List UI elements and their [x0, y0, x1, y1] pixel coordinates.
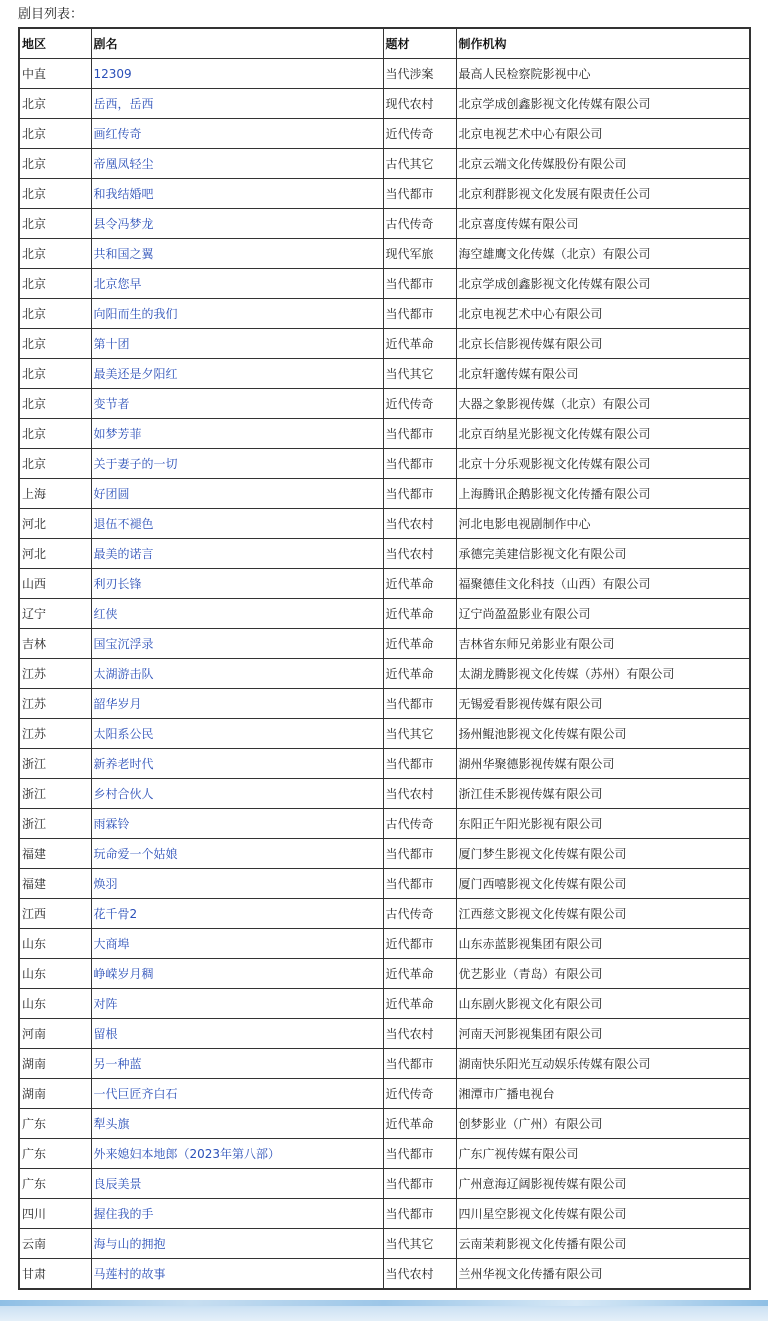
cell-genre: 近代革命 [383, 959, 456, 989]
cell-producer: 江西慈文影视文化传媒有限公司 [456, 899, 750, 929]
table-row [19, 509, 750, 539]
cell-region: 北京 [19, 359, 91, 389]
cell-producer: 北京电视艺术中心有限公司 [456, 119, 750, 149]
cell-producer: 北京电视艺术中心有限公司 [456, 299, 750, 329]
header-genre: 题材 [383, 28, 456, 59]
cell-genre: 现代军旅 [383, 239, 456, 269]
table-row [19, 269, 750, 299]
cell-title [91, 449, 383, 479]
cell-producer: 东阳正午阳光影视有限公司 [456, 809, 750, 839]
cell-region: 福建 [19, 839, 91, 869]
cell-genre: 当代农村 [383, 539, 456, 569]
cell-genre: 当代都市 [383, 869, 456, 899]
cell-title [91, 1049, 383, 1079]
cell-genre: 近代传奇 [383, 1079, 456, 1109]
cell-producer: 北京学成创鑫影视文化传媒有限公司 [456, 269, 750, 299]
cell-region: 广东 [19, 1109, 91, 1139]
cell-genre: 当代都市 [383, 269, 456, 299]
cell-title [91, 1169, 383, 1199]
cell-region: 江苏 [19, 689, 91, 719]
cell-region: 江西 [19, 899, 91, 929]
cell-genre: 当代都市 [383, 1139, 456, 1169]
cell-title [91, 809, 383, 839]
table-row [19, 659, 750, 689]
table-row [19, 1109, 750, 1139]
table-row [19, 1079, 750, 1109]
drama-title-link[interactable]: 最美还是夕阳红 [93, 367, 178, 381]
cell-genre: 当代都市 [383, 749, 456, 779]
cell-title [91, 179, 383, 209]
cell-title [91, 389, 383, 419]
cell-title [91, 779, 383, 809]
cell-title [91, 1199, 383, 1229]
cell-region: 江苏 [19, 659, 91, 689]
cell-genre: 近代革命 [383, 329, 456, 359]
table-row [19, 1049, 750, 1079]
cell-region: 北京 [19, 449, 91, 479]
cell-title [91, 299, 383, 329]
cell-producer: 广州意海辽阔影视传媒有限公司 [456, 1169, 750, 1199]
cell-title [91, 329, 383, 359]
drama-title-link[interactable]: 第十团 [93, 337, 130, 351]
drama-title-link[interactable]: 岳西，岳西 [93, 97, 154, 111]
drama-title-link[interactable]: 最美的诺言 [93, 547, 154, 561]
drama-title-link[interactable]: 玩命爱一个姑娘 [93, 847, 178, 861]
drama-title-link[interactable]: 一代巨匠齐白石 [93, 1087, 178, 1101]
cell-region: 北京 [19, 179, 91, 209]
drama-title-link[interactable]: 北京您早 [93, 277, 142, 291]
table-row [19, 1139, 750, 1169]
drama-title-link[interactable]: 犁头旗 [93, 1117, 130, 1131]
cell-genre: 当代其它 [383, 1229, 456, 1259]
table-row [19, 359, 750, 389]
cell-producer: 北京云端文化传媒股份有限公司 [456, 149, 750, 179]
cell-title [91, 869, 383, 899]
drama-title-link[interactable]: 海与山的拥抱 [93, 1237, 166, 1251]
cell-producer: 最高人民检察院影视中心 [456, 59, 750, 89]
table-row [19, 899, 750, 929]
cell-region: 北京 [19, 89, 91, 119]
cell-producer: 北京轩邈传媒有限公司 [456, 359, 750, 389]
table-row [19, 989, 750, 1019]
cell-producer: 北京学成创鑫影视文化传媒有限公司 [456, 89, 750, 119]
drama-title-link[interactable]: 12309 [93, 66, 132, 81]
cell-title [91, 599, 383, 629]
cell-title [91, 929, 383, 959]
cell-producer: 海空雄鹰文化传媒（北京）有限公司 [456, 239, 750, 269]
cell-region: 北京 [19, 149, 91, 179]
table-body [19, 59, 750, 1290]
cell-title [91, 359, 383, 389]
cell-producer: 辽宁尚盈盈影业有限公司 [456, 599, 750, 629]
cell-producer: 北京百纳星光影视文化传媒有限公司 [456, 419, 750, 449]
table-caption: 剧目列表： [18, 7, 84, 22]
drama-title-link[interactable]: 共和国之翼 [93, 247, 154, 261]
drama-title-link[interactable]: 韶华岁月 [93, 697, 142, 711]
cell-genre: 古代传奇 [383, 899, 456, 929]
cell-title [91, 1079, 383, 1109]
cell-genre: 近代革命 [383, 629, 456, 659]
cell-genre: 近代革命 [383, 659, 456, 689]
cell-region: 山东 [19, 959, 91, 989]
table-row [19, 59, 750, 89]
drama-title-link[interactable]: 外来媳妇本地郎（2023年第八部） [93, 1147, 281, 1161]
cell-producer: 优艺影业（青岛）有限公司 [456, 959, 750, 989]
cell-genre: 近代革命 [383, 569, 456, 599]
cell-region: 湖南 [19, 1079, 91, 1109]
drama-title-link[interactable]: 另一种蓝 [93, 1057, 142, 1071]
table-row [19, 389, 750, 419]
table-row [19, 479, 750, 509]
cell-producer: 创梦影业（广州）有限公司 [456, 1109, 750, 1139]
cell-region: 甘肃 [19, 1259, 91, 1290]
cell-region: 浙江 [19, 809, 91, 839]
cell-producer: 厦门西嘻影视文化传媒有限公司 [456, 869, 750, 899]
header-region: 地区 [19, 28, 91, 59]
table-row [19, 1199, 750, 1229]
cell-producer: 湖州华聚德影视传媒有限公司 [456, 749, 750, 779]
cell-region: 山东 [19, 989, 91, 1019]
table-header-row [19, 28, 750, 59]
cell-title [91, 1229, 383, 1259]
cell-genre: 当代涉案 [383, 59, 456, 89]
drama-title-link[interactable]: 画红传奇 [93, 127, 142, 141]
cell-genre: 近代都市 [383, 929, 456, 959]
cell-region: 山东 [19, 929, 91, 959]
cell-region: 广东 [19, 1169, 91, 1199]
table-row [19, 1259, 750, 1290]
cell-producer: 厦门梦生影视文化传媒有限公司 [456, 839, 750, 869]
cell-producer: 湘潭市广播电视台 [456, 1079, 750, 1109]
table-row [19, 419, 750, 449]
header-producer: 制作机构 [456, 28, 750, 59]
cell-genre: 当代都市 [383, 179, 456, 209]
table-row [19, 299, 750, 329]
cell-title [91, 509, 383, 539]
cell-region: 北京 [19, 209, 91, 239]
cell-producer: 河南天河影视集团有限公司 [456, 1019, 750, 1049]
cell-title [91, 749, 383, 779]
drama-title-link[interactable]: 峥嵘岁月稠 [93, 967, 154, 981]
drama-title-link[interactable]: 雨霖铃 [93, 817, 130, 831]
cell-region: 江苏 [19, 719, 91, 749]
header-title: 剧名 [91, 28, 383, 59]
cell-genre: 当代都市 [383, 449, 456, 479]
drama-title-link[interactable]: 新养老时代 [93, 757, 154, 771]
cell-producer: 浙江佳禾影视传媒有限公司 [456, 779, 750, 809]
cell-region: 北京 [19, 419, 91, 449]
cell-producer: 湖南快乐阳光互动娱乐传媒有限公司 [456, 1049, 750, 1079]
cell-title [91, 479, 383, 509]
table-row [19, 779, 750, 809]
table-row [19, 719, 750, 749]
cell-genre: 当代其它 [383, 359, 456, 389]
cell-producer: 山东赤蓝影视集团有限公司 [456, 929, 750, 959]
cell-producer: 北京喜度传媒有限公司 [456, 209, 750, 239]
drama-title-link[interactable]: 国宝沉浮录 [93, 637, 154, 651]
cell-title [91, 659, 383, 689]
cell-genre: 当代都市 [383, 689, 456, 719]
cell-genre: 当代都市 [383, 299, 456, 329]
table-row [19, 209, 750, 239]
cell-genre: 近代传奇 [383, 389, 456, 419]
cell-producer: 扬州鲲池影视文化传媒有限公司 [456, 719, 750, 749]
cell-title [91, 239, 383, 269]
drama-title-link[interactable]: 帝凰凤轻尘 [93, 157, 154, 171]
drama-title-link[interactable]: 变节者 [93, 397, 130, 411]
cell-title [91, 59, 383, 89]
table-row [19, 929, 750, 959]
cell-region: 河北 [19, 539, 91, 569]
cell-genre: 近代革命 [383, 1109, 456, 1139]
drama-title-link[interactable]: 花千骨2 [93, 907, 138, 921]
drama-title-link[interactable]: 太阳系公民 [93, 727, 154, 741]
cell-genre: 近代革命 [383, 989, 456, 1019]
cell-producer: 广东广视传媒有限公司 [456, 1139, 750, 1169]
cell-producer: 太湖龙腾影视文化传媒（苏州）有限公司 [456, 659, 750, 689]
cell-producer: 无锡爱看影视传媒有限公司 [456, 689, 750, 719]
cell-region: 浙江 [19, 749, 91, 779]
cell-title [91, 989, 383, 1019]
cell-genre: 近代革命 [383, 599, 456, 629]
cell-region: 吉林 [19, 629, 91, 659]
cell-title [91, 1259, 383, 1290]
table-row [19, 749, 750, 779]
table-row [19, 539, 750, 569]
cell-genre: 古代其它 [383, 149, 456, 179]
cell-title [91, 1109, 383, 1139]
cell-title [91, 959, 383, 989]
drama-title-link[interactable]: 马莲村的故事 [93, 1267, 166, 1281]
cell-producer: 河北电影电视剧制作中心 [456, 509, 750, 539]
cell-region: 福建 [19, 869, 91, 899]
cell-title [91, 419, 383, 449]
cell-region: 北京 [19, 389, 91, 419]
drama-title-link[interactable]: 和我结婚吧 [93, 187, 154, 201]
cell-region: 四川 [19, 1199, 91, 1229]
table-row [19, 1229, 750, 1259]
cell-producer: 吉林省东师兄弟影业有限公司 [456, 629, 750, 659]
table-row [19, 839, 750, 869]
cell-genre: 当代都市 [383, 1049, 456, 1079]
cell-title [91, 569, 383, 599]
drama-title-link[interactable]: 留根 [93, 1027, 118, 1041]
table-row [19, 1169, 750, 1199]
drama-title-link[interactable]: 乡村合伙人 [93, 787, 154, 801]
cell-producer: 云南茉莉影视文化传播有限公司 [456, 1229, 750, 1259]
cell-genre: 当代都市 [383, 839, 456, 869]
drama-title-link[interactable]: 利刃长锋 [93, 577, 142, 591]
cell-producer: 山东剧火影视文化有限公司 [456, 989, 750, 1019]
cell-genre: 近代传奇 [383, 119, 456, 149]
cell-producer: 四川星空影视文化传媒有限公司 [456, 1199, 750, 1229]
cell-title [91, 719, 383, 749]
drama-title-link[interactable]: 良辰美景 [93, 1177, 142, 1191]
table-row [19, 869, 750, 899]
cell-region: 辽宁 [19, 599, 91, 629]
cell-title [91, 539, 383, 569]
table-row [19, 569, 750, 599]
table-row [19, 959, 750, 989]
cell-genre: 当代其它 [383, 719, 456, 749]
drama-title-link[interactable]: 好团圆 [93, 487, 130, 501]
drama-title-link[interactable]: 大商埠 [93, 937, 130, 951]
drama-title-link[interactable]: 关于妻子的一切 [93, 457, 178, 471]
cell-region: 山西 [19, 569, 91, 599]
table-row [19, 89, 750, 119]
cell-region: 北京 [19, 299, 91, 329]
cell-title [91, 209, 383, 239]
cell-genre: 现代农村 [383, 89, 456, 119]
cell-producer: 上海腾讯企鹅影视文化传播有限公司 [456, 479, 750, 509]
cell-genre: 当代农村 [383, 1259, 456, 1290]
cell-genre: 当代都市 [383, 1199, 456, 1229]
drama-title-link[interactable]: 向阳而生的我们 [93, 307, 178, 321]
cell-title [91, 89, 383, 119]
drama-title-link[interactable]: 退伍不褪色 [93, 517, 154, 531]
table-row [19, 689, 750, 719]
cell-title [91, 119, 383, 149]
cell-region: 上海 [19, 479, 91, 509]
table-row [19, 149, 750, 179]
cell-producer: 北京十分乐观影视文化传媒有限公司 [456, 449, 750, 479]
cell-producer: 北京长信影视传媒有限公司 [456, 329, 750, 359]
drama-title-link[interactable]: 县令冯梦龙 [93, 217, 154, 231]
cell-genre: 当代农村 [383, 1019, 456, 1049]
cell-region: 河北 [19, 509, 91, 539]
cell-region: 北京 [19, 269, 91, 299]
cell-title [91, 689, 383, 719]
cell-region: 河南 [19, 1019, 91, 1049]
cell-genre: 当代农村 [383, 509, 456, 539]
cell-region: 云南 [19, 1229, 91, 1259]
drama-title-link[interactable]: 对阵 [93, 997, 118, 1011]
cell-region: 浙江 [19, 779, 91, 809]
drama-list-table [18, 27, 751, 1290]
table-row [19, 329, 750, 359]
cell-title [91, 839, 383, 869]
drama-title-link[interactable]: 红侠 [93, 607, 118, 621]
drama-title-link[interactable]: 太湖游击队 [93, 667, 154, 681]
drama-title-link[interactable]: 焕羽 [93, 877, 118, 891]
drama-title-link[interactable]: 握住我的手 [93, 1207, 154, 1221]
cell-region: 湖南 [19, 1049, 91, 1079]
cell-region: 广东 [19, 1139, 91, 1169]
cell-genre: 当代都市 [383, 419, 456, 449]
table-row [19, 809, 750, 839]
table-row [19, 449, 750, 479]
cell-title [91, 149, 383, 179]
cell-region: 中直 [19, 59, 91, 89]
table-row [19, 239, 750, 269]
table-row [19, 179, 750, 209]
table-row [19, 1019, 750, 1049]
footer-decoration [0, 1300, 768, 1321]
cell-genre: 当代都市 [383, 479, 456, 509]
cell-producer: 兰州华视文化传播有限公司 [456, 1259, 750, 1290]
cell-genre: 当代都市 [383, 1169, 456, 1199]
cell-title [91, 629, 383, 659]
cell-producer: 福聚德佳文化科技（山西）有限公司 [456, 569, 750, 599]
cell-title [91, 1139, 383, 1169]
table-row [19, 119, 750, 149]
cell-genre: 古代传奇 [383, 809, 456, 839]
cell-genre: 古代传奇 [383, 209, 456, 239]
cell-producer: 大器之象影视传媒（北京）有限公司 [456, 389, 750, 419]
cell-genre: 当代农村 [383, 779, 456, 809]
cell-region: 北京 [19, 239, 91, 269]
cell-region: 北京 [19, 329, 91, 359]
table-row [19, 599, 750, 629]
cell-title [91, 1019, 383, 1049]
table-row [19, 629, 750, 659]
cell-title [91, 269, 383, 299]
cell-producer: 承德完美建信影视文化有限公司 [456, 539, 750, 569]
drama-title-link[interactable]: 如梦芳菲 [93, 427, 142, 441]
cell-producer: 北京利群影视文化发展有限责任公司 [456, 179, 750, 209]
cell-title [91, 899, 383, 929]
cell-region: 北京 [19, 119, 91, 149]
